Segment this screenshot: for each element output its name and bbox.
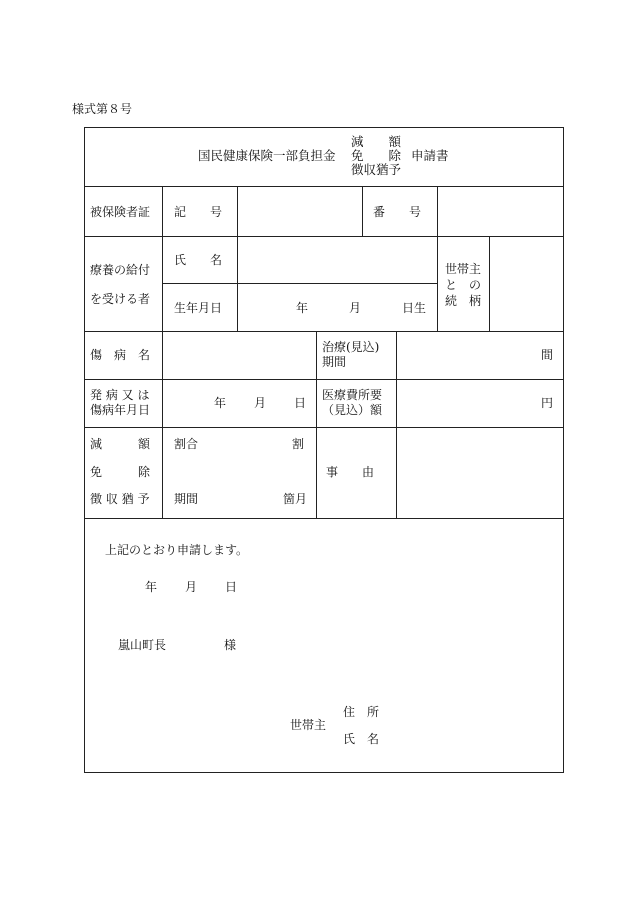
card-symbol-label: 記 号	[174, 205, 223, 219]
reduction-type-defer: 徴 収 猶 予	[90, 492, 150, 506]
form-title-main: 国民健康保険一部負担金	[198, 148, 336, 163]
address-label: 住 所	[343, 705, 380, 719]
recipient-label-line2: を受ける者	[90, 292, 151, 306]
ratio-unit: 割	[292, 437, 305, 451]
householder-label: 世帯主	[290, 718, 327, 732]
divider-line	[84, 518, 564, 519]
reason-label: 事 由	[326, 465, 375, 479]
relation-label-line2: と の	[445, 278, 482, 292]
recipient-label-line1: 療養の給付	[90, 263, 151, 277]
reduction-type-reduce: 減 額	[90, 437, 151, 451]
divider-line	[316, 331, 317, 518]
birth-year-unit: 年	[296, 301, 309, 315]
medical-cost-unit: 円	[541, 396, 554, 410]
divider-line	[237, 236, 238, 331]
divider-line	[84, 427, 564, 428]
period-unit: 箇月	[283, 492, 308, 506]
birthdate-label: 生年月日	[174, 301, 223, 315]
divider-line	[237, 186, 238, 236]
addressee: 嵐山町長	[118, 638, 167, 652]
reduction-type-exempt: 免 除	[90, 465, 151, 479]
relation-label-line1: 世帯主	[445, 262, 482, 276]
application-form-frame	[84, 127, 564, 773]
onset-day-unit: 日	[294, 396, 307, 410]
form-title-option-defer: 徴収猶予	[351, 162, 402, 177]
medical-cost-label-line1: 医療費所要	[322, 388, 383, 402]
medical-cost-label-line2: （見込）額	[322, 403, 383, 417]
divider-line	[162, 186, 163, 518]
divider-line	[84, 236, 564, 237]
divider-line	[362, 186, 363, 236]
relation-label-line3: 続 柄	[445, 294, 482, 308]
form-title-option-reduce: 減 額	[351, 134, 402, 149]
declaration-date-year: 年	[145, 580, 158, 594]
declaration-statement: 上記のとおり申請します。	[105, 543, 249, 557]
divider-line	[84, 186, 564, 187]
form-title-option-exempt: 免 除	[351, 148, 402, 163]
form-title-suffix: 申請書	[411, 148, 449, 163]
onset-month-unit: 月	[254, 396, 267, 410]
insured-card-label: 被保険者証	[90, 205, 151, 219]
onset-label-line1: 発 病 又 は	[90, 388, 150, 402]
birth-day-unit: 日生	[402, 301, 427, 315]
form-number: 様式第８号	[72, 102, 133, 116]
recipient-name-label: 氏 名	[174, 253, 223, 267]
treatment-period-unit: 間	[541, 348, 554, 362]
divider-line	[437, 186, 438, 236]
divider-line	[489, 236, 490, 331]
injury-label: 傷 病 名	[90, 348, 151, 362]
declaration-date-day: 日	[225, 580, 238, 594]
treatment-period-label-line1: 治療(見込)	[322, 340, 380, 354]
birth-month-unit: 月	[349, 301, 362, 315]
onset-label-line2: 傷病年月日	[90, 403, 151, 417]
treatment-period-label-line2: 期間	[322, 355, 347, 369]
divider-line	[84, 379, 564, 380]
addressee-honorific: 様	[224, 638, 237, 652]
onset-year-unit: 年	[214, 396, 227, 410]
divider-line	[84, 331, 564, 332]
divider-line	[396, 331, 397, 518]
card-number-label: 番 号	[373, 205, 422, 219]
period-label: 期間	[174, 492, 199, 506]
declaration-date-month: 月	[185, 580, 198, 594]
signer-name-label: 氏 名	[343, 732, 380, 746]
divider-line	[437, 236, 438, 331]
divider-line	[162, 283, 437, 284]
ratio-label: 割合	[174, 437, 199, 451]
